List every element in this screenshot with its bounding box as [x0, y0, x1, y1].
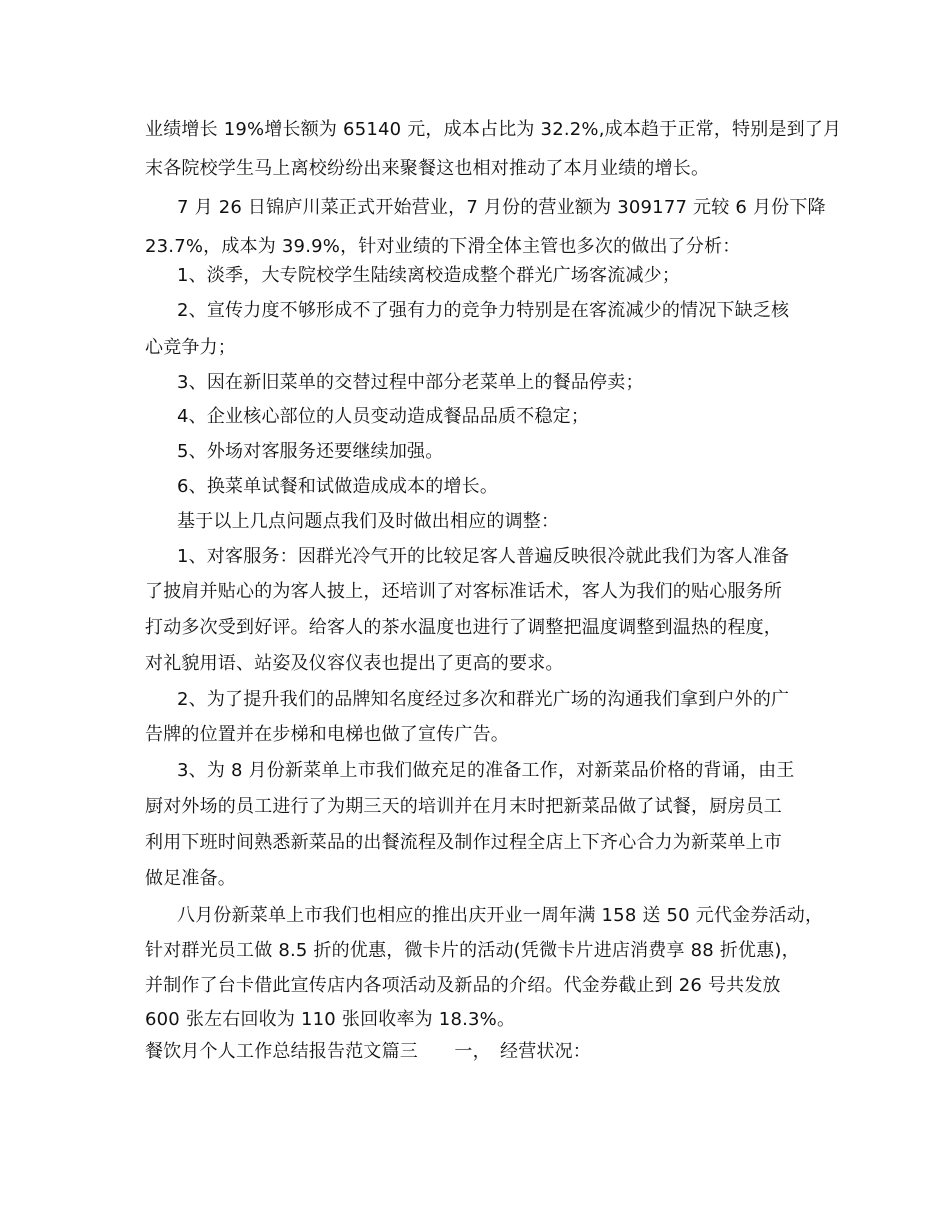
text-line: 3、为 8 月份新菜单上市我们做充足的准备工作，对新菜品价格的背诵，由王: [177, 760, 795, 781]
text-line: 做足准备。: [145, 868, 236, 889]
text-line: 2、为了提升我们的品牌知名度经过多次和群光广场的沟通我们拿到户外的广: [177, 689, 790, 710]
text-line: 业绩增长 19%增长额为 65140 元，成本占比为 32.2%,成本趋于正常，特别是到了月: [145, 119, 842, 140]
text-line: 7 月 26 日锦庐川菜正式开始营业，7 月份的营业额为 309177 元较 6 月份下降: [177, 197, 826, 218]
text-line: 1、对客服务：因群光冷气开的比较足客人普遍反映很冷就此我们为客人准备: [177, 546, 790, 567]
text-line: 5、外场对客服务还要继续加强。: [177, 441, 444, 462]
text-line: 对礼貌用语、站姿及仪容仪表也提出了更高的要求。: [145, 653, 564, 674]
text-line: 1、淡季，大专院校学生陆续离校造成整个群光广场客流减少；: [177, 265, 681, 286]
text-line: 厨对外场的员工进行了为期三天的培训并在月末时把新菜品做了试餐，厨房员工: [145, 796, 782, 817]
text-line: 2、宣传力度不够形成不了强有力的竞争力特别是在客流减少的情况下缺乏核: [177, 300, 790, 321]
text-line: 告牌的位置并在步梯和电梯也做了宣传广告。: [145, 724, 509, 745]
text-line: 23.7%，成本为 39.9%，针对业绩的下滑全体主管也多次的做出了分析：: [145, 236, 741, 257]
text-line: 并制作了台卡借此宣传店内各项活动及新品的介绍。代金券截止到 26 号共发放: [145, 975, 781, 996]
text-line: 打动多次受到好评。给客人的茶水温度也进行了调整把温度调整到温热的程度，: [145, 617, 782, 638]
text-line: 餐饮月个人工作总结报告范文篇三 一， 经营状况：: [145, 1041, 591, 1062]
text-line: 八月份新菜单上市我们也相应的推出庆开业一周年满 158 送 50 元代金券活动，: [177, 905, 824, 926]
text-line: 末各院校学生马上离校纷纷出来聚餐这也相对推动了本月业绩的增长。: [145, 158, 710, 179]
text-line: 3、因在新旧菜单的交替过程中部分老菜单上的餐品停卖；: [177, 372, 644, 393]
text-line: 6、换菜单试餐和试做造成成本的增长。: [177, 476, 499, 497]
text-line: 4、企业核心部位的人员变动造成餐品品质不稳定；: [177, 406, 590, 427]
text-line: 600 张左右回收为 110 张回收率为 18.3%。: [145, 1009, 516, 1030]
text-line: 针对群光员工做 8.5 折的优惠，微卡片的活动(凭微卡片进店消费享 88 折优惠)，: [145, 940, 800, 961]
text-line: 心竞争力；: [145, 337, 236, 358]
text-line: 了披肩并贴心的为客人披上，还培训了对客标准话术，客人为我们的贴心服务所: [145, 581, 782, 602]
text-line: 利用下班时间熟悉新菜品的出餐流程及制作过程全店上下齐心合力为新菜单上市: [145, 832, 782, 853]
text-line: 基于以上几点问题点我们及时做出相应的调整：: [177, 511, 560, 532]
